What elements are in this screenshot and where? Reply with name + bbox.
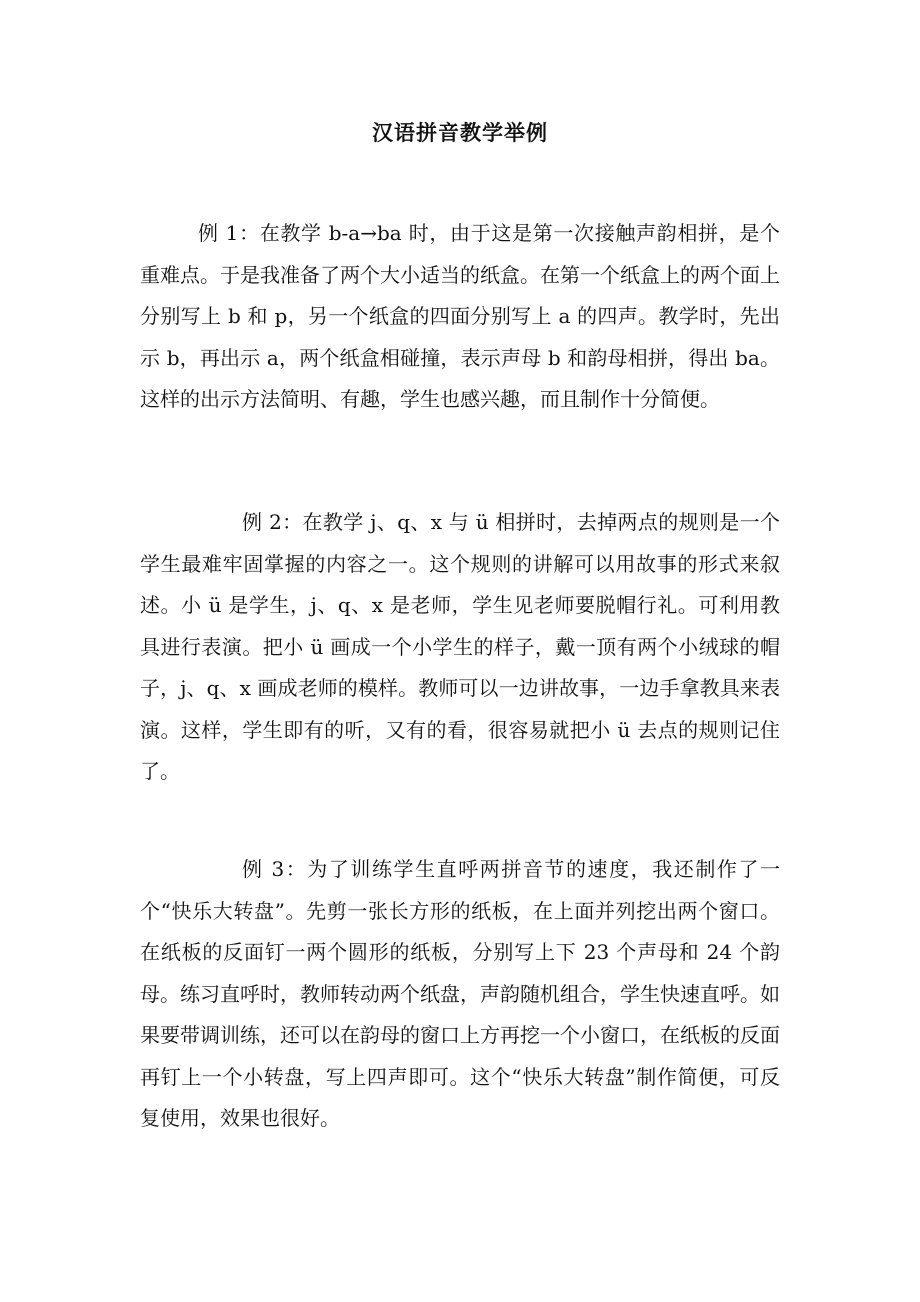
document-title: 汉语拼音教学举例 [372,120,548,145]
paragraph-example-1: 例 1：在教学 b-a→ba 时，由于这是第一次接触声韵相拼，是个重难点。于是我准备了两个大小适当的纸盒。在第一个纸盒上的两个面上分别写上 b 和 p，另一个纸盒的四面分别写上 a 的四声。教学时，先出示 b，再出示 a，两个纸盒相碰撞，表示声母 b 和韵母相拼，得出 ba。这样的出示方法简明、有趣，学生也感兴趣，而且制作十分简便。 [140,221,780,411]
paragraph-example-2: 例 2：在教学 j、q、x 与 ü 相拼时，去掉两点的规则是一个学生最难牢固掌握的内容之一。这个规则的讲解可以用故事的形式来叙述。小 ü 是学生，j、q、x 是老师，学生见老师要脱帽行礼。可利用教具进行表演。把小 ü 画成一个小学生的样子，戴一顶有两个小绒球的帽子，j、q、x 画成老师的模样。教师可以一边讲故事，一边手拿教具来表演。这样，学生即有的听，又有的看，很容易就把小 ü 去点的规则记住了。 [140,510,780,783]
paragraph-example-3: 例 3：为了训练学生直呼两拼音节的速度，我还制作了一个“快乐大转盘”。先剪一张长方形的纸板，在上面并列挖出两个窗口。在纸板的反面钉一两个圆形的纸板，分别写上下 23 个声母和 24 个韵母。练习直呼时，教师转动两个纸盘，声韵随机组合，学生快速直呼。如果要带调训练，还可以在韵母的窗口上方再挖一个小窗口，在纸板的反面再钉上一个小转盘，写上四声即可。这个“快乐大转盘”制作简便，可反复使用，效果也很好。 [140,857,780,1130]
